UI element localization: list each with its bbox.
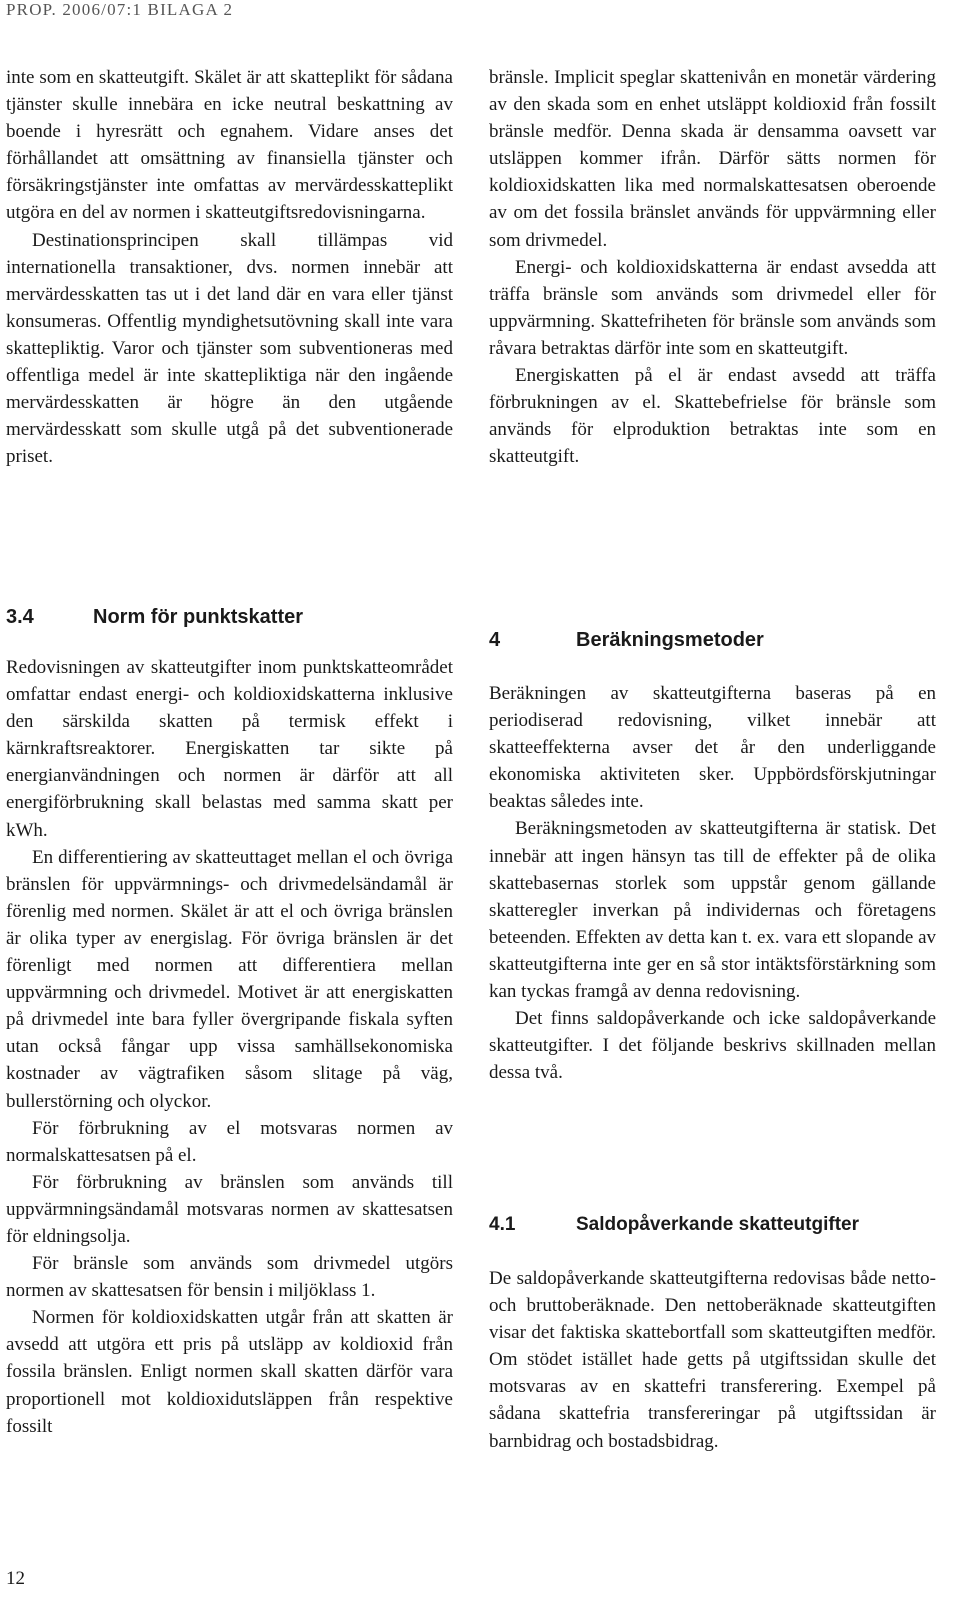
paragraph: För bränsle som används som drivmedel utgörs normen av skattesatsen för bensin i miljöklass 1.: [6, 1253, 453, 1302]
paragraph: Energi- och koldioxidskatterna är endast avsedda att träffa bränsle som används som drivmedel eller för uppvärmning. Skattefriheten för bränsle som används som råvara betraktas därför inte som en skatteutgift.: [489, 256, 936, 359]
section-number: 4: [489, 629, 501, 651]
section-title: Saldopåverkande skatteutgifter: [576, 1214, 859, 1235]
running-header: PROP. 2006/07:1 BILAGA 2: [6, 0, 234, 19]
section-title: Beräkningsmetoder: [576, 629, 764, 651]
paragraph: Destinationsprincipen skall tillämpas vid internationella transaktioner, dvs. normen innebär att mervärdesskatten tas ut i det land där en vara eller tjänst konsumeras. Offentlig myndighetsutövning skall inte vara skattepliktig. Varor och tjänster som subventioneras med offentliga medel är inte skattepliktiga när den ingående mervärdesskatten är högre än den utgående mervärdesskatt som skulle utgå på det subventionerade priset.: [6, 229, 453, 468]
paragraph: Redovisningen av skatteutgifter inom punktskatteområdet omfattar endast energi- och koldioxidskatterna inklusive den särskilda skatten på termisk effekt i kärnkraftsreaktorer. Energiskatten tar sikte på energianvändningen och normen är därför att all energiförbrukning skall belastas med samma skatt per kWh.: [6, 657, 453, 841]
paragraph: Normen för koldioxidskatten utgår från att skatten är avsedd att utgöra ett pris på utsläpp av koldioxid från fossila bränslen. Enligt normen skall skatten därför vara proportionell mot koldioxidutsläppen från respektive fossilt: [6, 1307, 453, 1437]
section-number: 3.4: [6, 606, 34, 628]
top-right-column: [489, 64, 936, 470]
paragraph: inte som en skatteutgift. Skälet är att skatteplikt för sådana tjänster skulle innebära en icke neutral beskattning av boende i hyresrätt och egnahem. Vidare anses det förhållandet att omsättning av finansiella tjänster och försäkringstjänster inte omfattas av mervärdesskatteplikt utgöra en del av normen i skatteutgiftsredovisningarna.: [6, 67, 453, 224]
paragraph: Beräkningen av skatteutgifterna baseras på en periodiserad redovisning, vilket innebär att skatteeffekterna avser det år den underliggande ekonomiska aktiviteten sker. Uppbördsförskjutningar beaktas således inte.: [489, 683, 936, 813]
section-4-1-body: [489, 1265, 936, 1455]
paragraph: bränsle. Implicit speglar skattenivån en monetär värdering av den skada som en enhet utsläppt koldioxid från fossilt bränsle medför. Denna skada är densamma oavsett var utsläppen kommer ifrån. Därför sätts normen för koldioxidskatten lika med normalskattesatsen oberoende av om det fossila bränslet används för uppvärmning eller som drivmedel.: [489, 67, 936, 251]
paragraph: För förbrukning av bränslen som används till uppvärmningsändamål motsvaras normen av skattesatsen för eldningsolja.: [6, 1171, 453, 1247]
section-4-body: [489, 680, 936, 1086]
paragraph: De saldopåverkande skatteutgifterna redovisas både netto- och bruttoberäknade. Den nettoberäknade skatteutgiften visar det faktiska skattebortfall som skatteutgiften medför. Om stödet istället hade getts på utgiftssidan skulle det motsvaras av en skattefri transferering. Exempel på sådana skattefria transfereringar på utgiftssidan är barnbidrag och bostadsbidrag.: [489, 1268, 936, 1452]
section-number: 4.1: [489, 1214, 516, 1235]
paragraph: För förbrukning av el motsvaras normen av normalskattesatsen på el.: [6, 1117, 453, 1166]
paragraph: Beräkningsmetoden av skatteutgifterna är statisk. Det innebär att ingen hänsyn tas till de effekter på de olika skattebasernas storlek som uppstår genom gällande skatteregler inverkan på individernas och företagens beteenden. Effekten av detta kan t. ex. vara ett slopande av skatteutgifterna inte ger en så stor intäktsförstärkning som kan tyckas framgå av denna redovisning.: [489, 818, 936, 1003]
paragraph: Det finns saldopåverkande och icke saldopåverkande skatteutgifter. I det följande beskrivs skillnaden mellan dessa två.: [489, 1008, 936, 1084]
section-title: Norm för punktskatter: [93, 606, 304, 628]
top-left-column: [6, 64, 453, 470]
paragraph: Energiskatten på el är endast avsedd att träffa förbrukningen av el. Skattebefrielse för bränsle som används för elproduktion betraktas inte som en skatteutgift.: [489, 365, 936, 468]
paragraph: En differentiering av skatteuttaget mellan el och övriga bränslen för uppvärmnings- och drivmedelsändamål är förenlig med normen. Skälet är att el och övriga bränslen är olika typer av energislag. För övriga bränslen är det förenligt med normen att differentiera mellan uppvärmning och drivmedel. Motivet är att energiskatten på drivmedel inte bara fyller övergripande fiskala syften utan också fångar upp vissa samhällsekonomiska kostnader av vägtrafiken såsom slitage på väg, bullerstörning och olyckor.: [6, 846, 453, 1112]
section-3-4-body: [6, 654, 453, 1440]
page-number: 12: [6, 1568, 25, 1589]
